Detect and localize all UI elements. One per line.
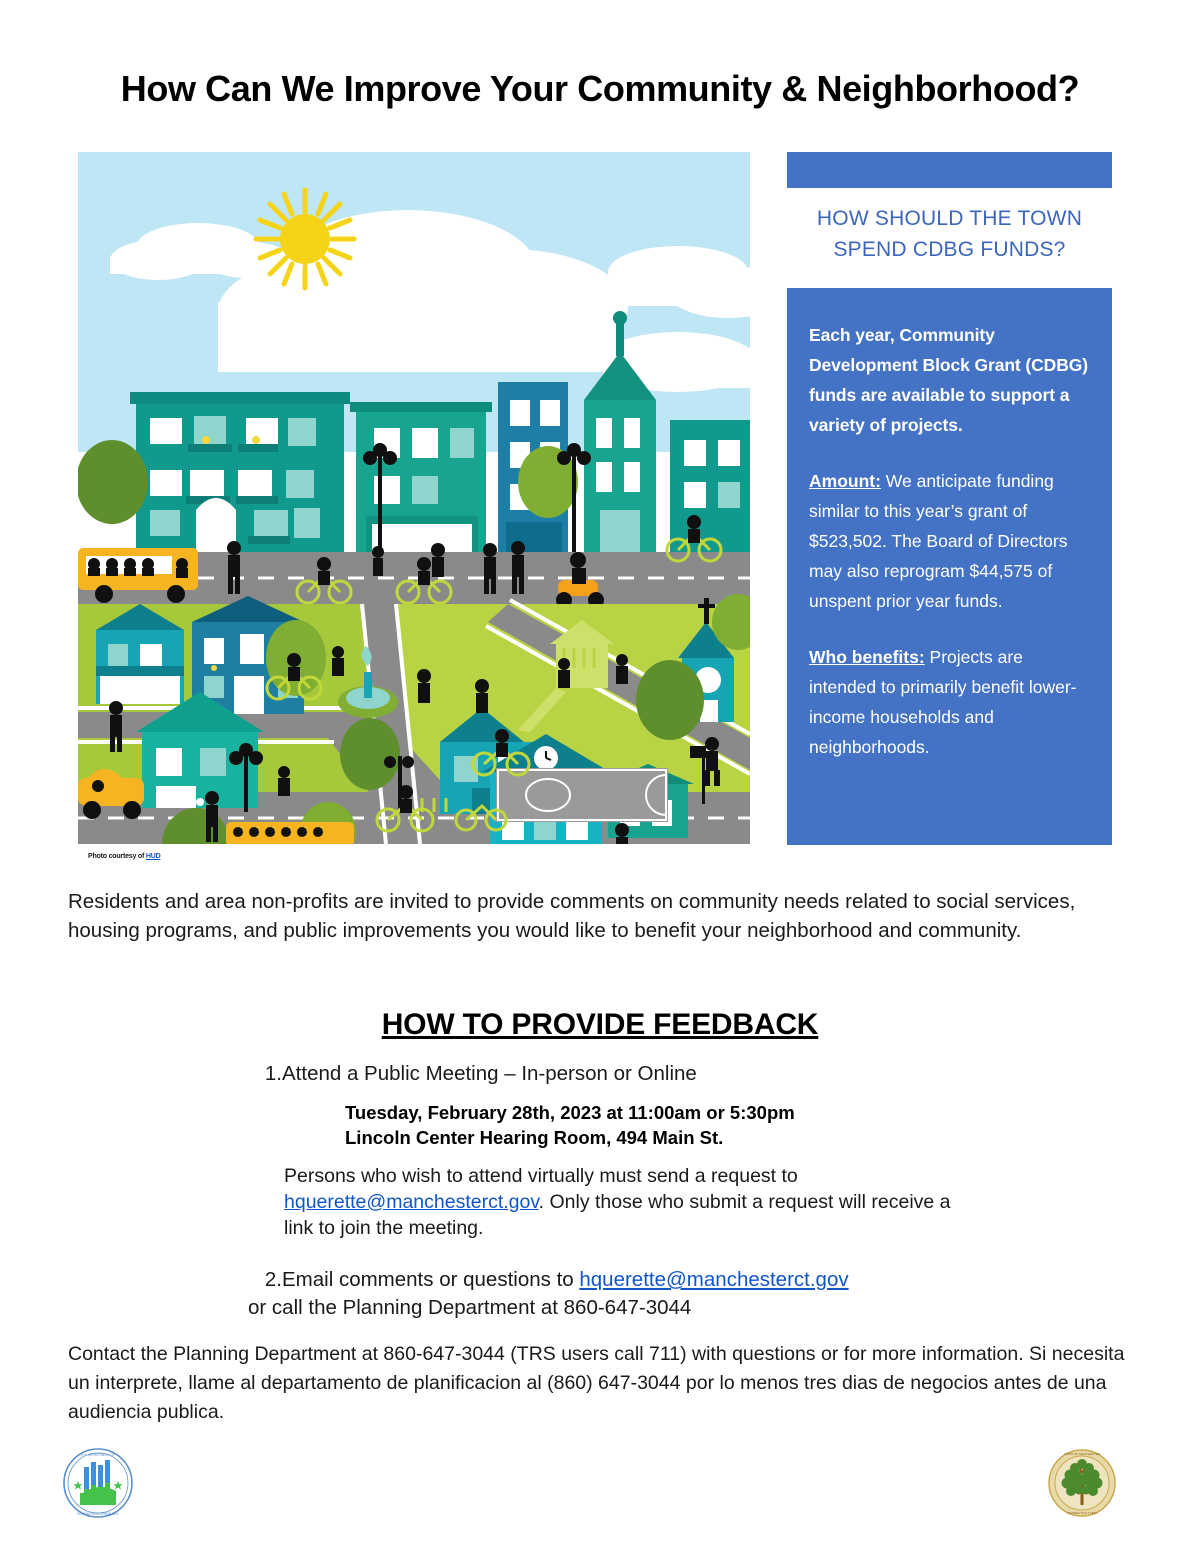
sidebar-benefits-label: Who benefits: — [809, 647, 925, 667]
contact-line-spanish: Si necesita un interprete, llame al departamento de planificacion al (860) 647-3044 por lo menos tres dias de negocios antes de una audiencia publica. — [68, 1343, 1125, 1423]
sidebar-accent-bar — [787, 152, 1112, 188]
virtual-note-before: Persons who wish to attend virtually must send a request to — [284, 1165, 798, 1187]
community-illustration-svg — [78, 152, 750, 844]
svg-text:HOUSING AND URBAN DEV.: HOUSING AND URBAN DEV. — [76, 1512, 120, 1516]
list-text-1: Attend a Public Meeting – In-person or Online — [282, 1062, 697, 1085]
feedback-list-item-1 — [248, 1060, 1008, 1088]
community-illustration — [78, 152, 750, 844]
intro-paragraph: Residents and area non-profits are invited to provide comments on community needs related to social services, housing programs, and public improvements you would like to benefit your neighborhood and community. — [68, 890, 1076, 942]
sidebar-paragraph-amount — [809, 466, 1090, 616]
item2-text-before: Email comments or questions to — [282, 1268, 580, 1291]
feedback-list-item-2 — [248, 1266, 1008, 1322]
sidebar-heading — [787, 203, 1112, 265]
contact-footer — [68, 1340, 1148, 1427]
virtual-note-email-link[interactable]: hquerette@manchesterct.gov — [284, 1191, 539, 1213]
list-number-1: 1. — [264, 1062, 282, 1085]
svg-text:CONNECTICUT 1823: CONNECTICUT 1823 — [1067, 1511, 1097, 1515]
item2-text-after: or call the Planning Department at 860-647-3044 — [248, 1296, 692, 1319]
sidebar-amount-text: We anticipate funding similar to this year’s grant of $523,502. The Board of Directors may also reprogram $44,575 of unspent prior year funds. — [809, 471, 1068, 611]
hud-seal-icon — [62, 1447, 134, 1519]
sidebar-body-panel — [787, 288, 1112, 845]
town-of-manchester-seal-logo — [1046, 1447, 1118, 1519]
school-bus-bottom — [226, 822, 354, 844]
town-seal-icon — [1046, 1447, 1118, 1519]
hud-seal-logo — [62, 1447, 134, 1519]
svg-text:U.S. DEPARTMENT OF: U.S. DEPARTMENT OF — [80, 1453, 116, 1457]
photo-credit-link[interactable]: HUD — [145, 853, 161, 860]
meeting-location: Lincoln Center Hearing Room, 494 Main St. — [345, 1127, 724, 1148]
photo-credit — [88, 853, 160, 860]
sidebar-heading-line2: SPEND CDBG FUNDS? — [833, 238, 1066, 261]
list-number-2: 2. — [264, 1268, 282, 1291]
sidebar-paragraph-benefits — [809, 642, 1090, 762]
feedback-section-title: HOW TO PROVIDE FEEDBACK — [381, 1008, 819, 1041]
meeting-datetime: Tuesday, February 28th, 2023 at 11:00am or 5:30pm — [345, 1102, 795, 1123]
svg-text:TOWN OF MANCHESTER: TOWN OF MANCHESTER — [1064, 1452, 1100, 1456]
sidebar-paragraph-intro: Each year, Community Development Block Grant (CDBG) funds are available to support a variety of projects. — [809, 325, 1088, 435]
contact-line-english: Contact the Planning Department at 860-647-3044 (TRS users call 711) with questions or for more information. — [68, 1343, 1024, 1365]
page-title: How Can We Improve Your Community & Neighborhood? — [120, 68, 1080, 109]
sidebar-amount-label: Amount: — [809, 471, 881, 491]
virtual-attendance-note — [284, 1163, 964, 1241]
sidebar-heading-line1: HOW SHOULD THE TOWN — [816, 207, 1083, 230]
meeting-details — [345, 1100, 1045, 1150]
sun-icon — [256, 190, 354, 288]
photo-credit-text: Photo courtesy of — [88, 853, 146, 860]
item2-email-link[interactable]: hquerette@manchesterct.gov — [579, 1268, 849, 1291]
sidebar-benefits-text: Projects are intended to primarily benefit lower-income households and neighborhoods. — [809, 647, 1077, 757]
list-text-2 — [248, 1268, 849, 1319]
virtual-note-after: . Only those who submit a request will receive a link to join the meeting. — [284, 1191, 951, 1239]
